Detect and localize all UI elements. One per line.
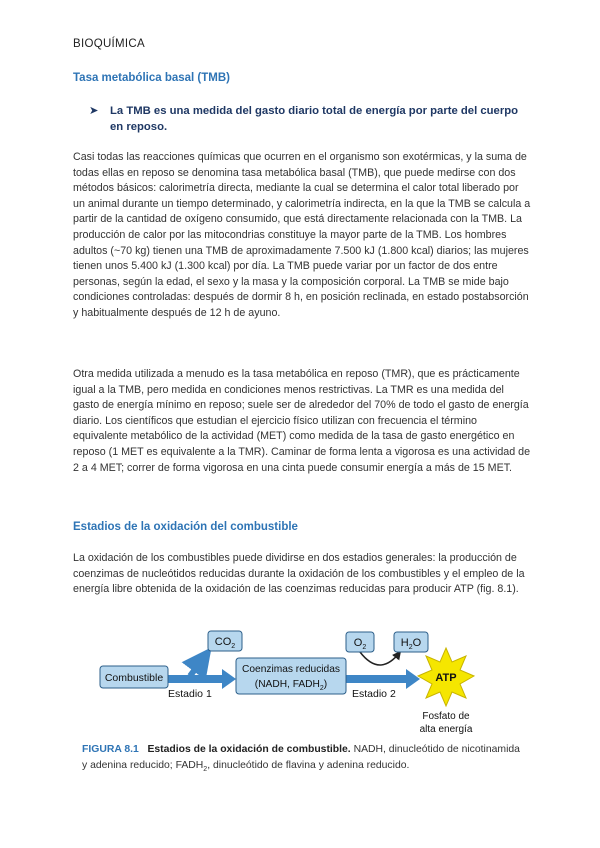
oxygen-label: $O_2$ (353, 637, 367, 651)
stage2-label: Estadio 2 (352, 688, 396, 700)
high-energy-phosphate-label-2: alta energía (419, 724, 473, 735)
stage2-arrow (346, 669, 420, 689)
oxygen-box (346, 632, 374, 652)
fuel-label: Combustible (104, 672, 164, 684)
reduced-coenzymes-box (236, 658, 346, 694)
figure-caption-subscript: 2 (203, 766, 208, 774)
fuel-box (100, 666, 168, 688)
atp-star (418, 648, 474, 706)
water-box (394, 632, 428, 652)
section-heading-oxidation: Estadios de la oxidación del combustible (73, 521, 298, 533)
reduced-coenzymes-detail: (NADH, $FADH_2$) (254, 679, 328, 692)
paragraph-tmr: Otra medida utilizada a menudo es la tasa metabólica en reposo (TMR), que es prácticamente igual a la TMB, pero medida en condiciones menos restrictivas. La TMR es una medida del gasto de energía mínimo en reposo; suele ser de alrededor del 70% de todo el gasto de energía diario. Los científicos que estudian el ejercicio físico utilizan con frecuencia el término equivalente metabólico de la actividad (MET) como medida de la tasa de gasto energético en reposo (1 MET es equivalente a la TMR). Caminar de forma lenta a vigorosa es una actividad de 2 a 4 MET; correr de forma vigorosa en una cinta puede consumir energía a más de 15 MET. (73, 368, 531, 474)
figure-oxidation-diagram (80, 626, 530, 741)
high-energy-phosphate-label-1: Fosfato de (422, 711, 470, 722)
stage1-arrow (168, 669, 236, 689)
figure-caption (82, 742, 522, 778)
reduced-coenzymes-label: Coenzimas reducidas (242, 664, 340, 675)
figure-number: FIGURA 8.1 (82, 744, 139, 755)
paragraph-oxidation: La oxidación de los combustibles puede dividirse en dos estadios generales: la producción de coenzimas de nucleótidos reducidas durante la oxidación de los combustibles y el empleo de la energía libre obtenida de la oxidación de las coenzimas reducidas para producir ATP (fig. 8.1). (73, 552, 525, 596)
figure-caption-text-b: , dinucleótido de flavina y adenina reducido. (207, 760, 410, 771)
arrow-bullet-icon: ➤ (89, 105, 99, 117)
stage1-label: Estadio 1 (168, 688, 212, 700)
section-heading-tmb: Tasa metabólica basal (TMB) (73, 72, 230, 84)
co2-label: $CO_2$ (214, 636, 236, 650)
key-point-bullet (89, 103, 529, 135)
document-header: BIOQUÍMICA (73, 38, 146, 50)
oxygen-to-water-arrow (360, 652, 400, 665)
key-point-text: La TMB es una medida del gasto diario total de energía por parte del cuerpo en reposo. (110, 105, 519, 133)
co2-release-arrow (190, 652, 208, 676)
water-label: $H_2O$ (400, 637, 422, 651)
figure-caption-text-a: NADH, dinucleótido de nicotinamida y adenina reducido; FADH (82, 744, 520, 771)
figure-title: Estadios de la oxidación de combustible. (147, 744, 351, 755)
atp-label: ATP (435, 672, 457, 684)
co2-box (208, 631, 242, 651)
paragraph-tmb: Casi todas las reacciones químicas que ocurren en el organismo son exotérmicas, y la suma de todas ellas en reposo se denomina tasa metabólica basal (TMB), que puede medirse con dos métodos básicos: calorimetría directa, mediante la cual se determina el calor total liberado por un animal durante un tiempo determinado, y calorimetría indirecta, en la que la TMB se calcula a partir de la cantidad de oxígeno consumido, que está directamente relacionada con la TMB. La producción de calor por las mitocondrias constituye la mayor parte de la TMB. Los hombres adultos (~70 kg) tienen una TMB de aproximadamente 7.500 kJ (1.800 kcal) diarios; las mujeres tienen unos 5.400 kJ (1.300 kcal) por día. La TMB puede variar por un factor de dos entre personas, según la edad, el sexo y la masa y la composición corporal. La TMB se mide bajo condiciones controladas: después de dormir 8 h, en posición reclinada, en estado postabsorción y habitualmente después de 12 h de ayuno. (73, 151, 531, 319)
